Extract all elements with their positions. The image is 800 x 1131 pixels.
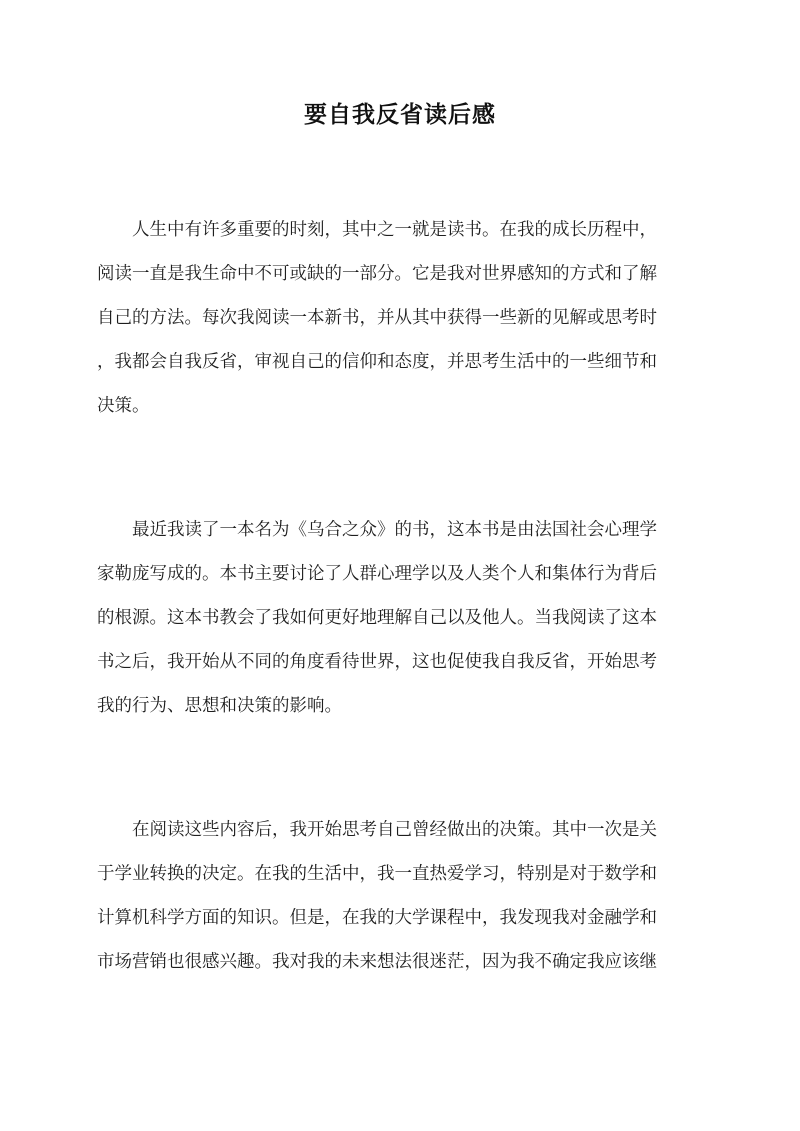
paragraph-line: 人生中有许多重要的时刻，其中之一就是读书。在我的成长历程中， [97, 220, 657, 240]
document-title: 要自我反省读后感 [304, 101, 496, 128]
paragraph-2 [97, 508, 709, 728]
paragraph-3 [97, 808, 709, 984]
paragraph-line: 家勒庞写成的。本书主要讨论了人群心理学以及人类个人和集体行为背后 [97, 564, 657, 584]
paragraph-line: 我的行为、思想和决策的影响。 [97, 696, 342, 716]
paragraph-line: 书之后，我开始从不同的角度看待世界，这也促使我自我反省，开始思考 [97, 652, 657, 672]
paragraph-line: 决策。 [97, 396, 150, 416]
paragraph-line: 阅读一直是我生命中不可或缺的一部分。它是我对世界感知的方式和了解 [97, 264, 657, 284]
paragraph-1 [97, 208, 709, 428]
paragraph-line: 市场营销也很感兴趣。我对我的未来想法很迷茫，因为我不确定我应该继 [97, 952, 657, 972]
paragraph-line: 在阅读这些内容后，我开始思考自己曾经做出的决策。其中一次是关 [97, 820, 657, 840]
paragraph-line: 计算机科学方面的知识。但是，在我的大学课程中，我发现我对金融学和 [97, 908, 657, 928]
paragraph-line: 于学业转换的决定。在我的生活中，我一直热爱学习，特别是对于数学和 [97, 864, 657, 884]
paragraph-line: ，我都会自我反省，审视自己的信仰和态度，并思考生活中的一些细节和 [97, 352, 657, 372]
paragraph-line: 最近我读了一本名为《乌合之众》的书，这本书是由法国社会心理学 [97, 520, 657, 540]
paragraph-line: 的根源。这本书教会了我如何更好地理解自己以及他人。当我阅读了这本 [97, 608, 657, 628]
paragraph-line: 自己的方法。每次我阅读一本新书，并从其中获得一些新的见解或思考时 [97, 308, 657, 328]
